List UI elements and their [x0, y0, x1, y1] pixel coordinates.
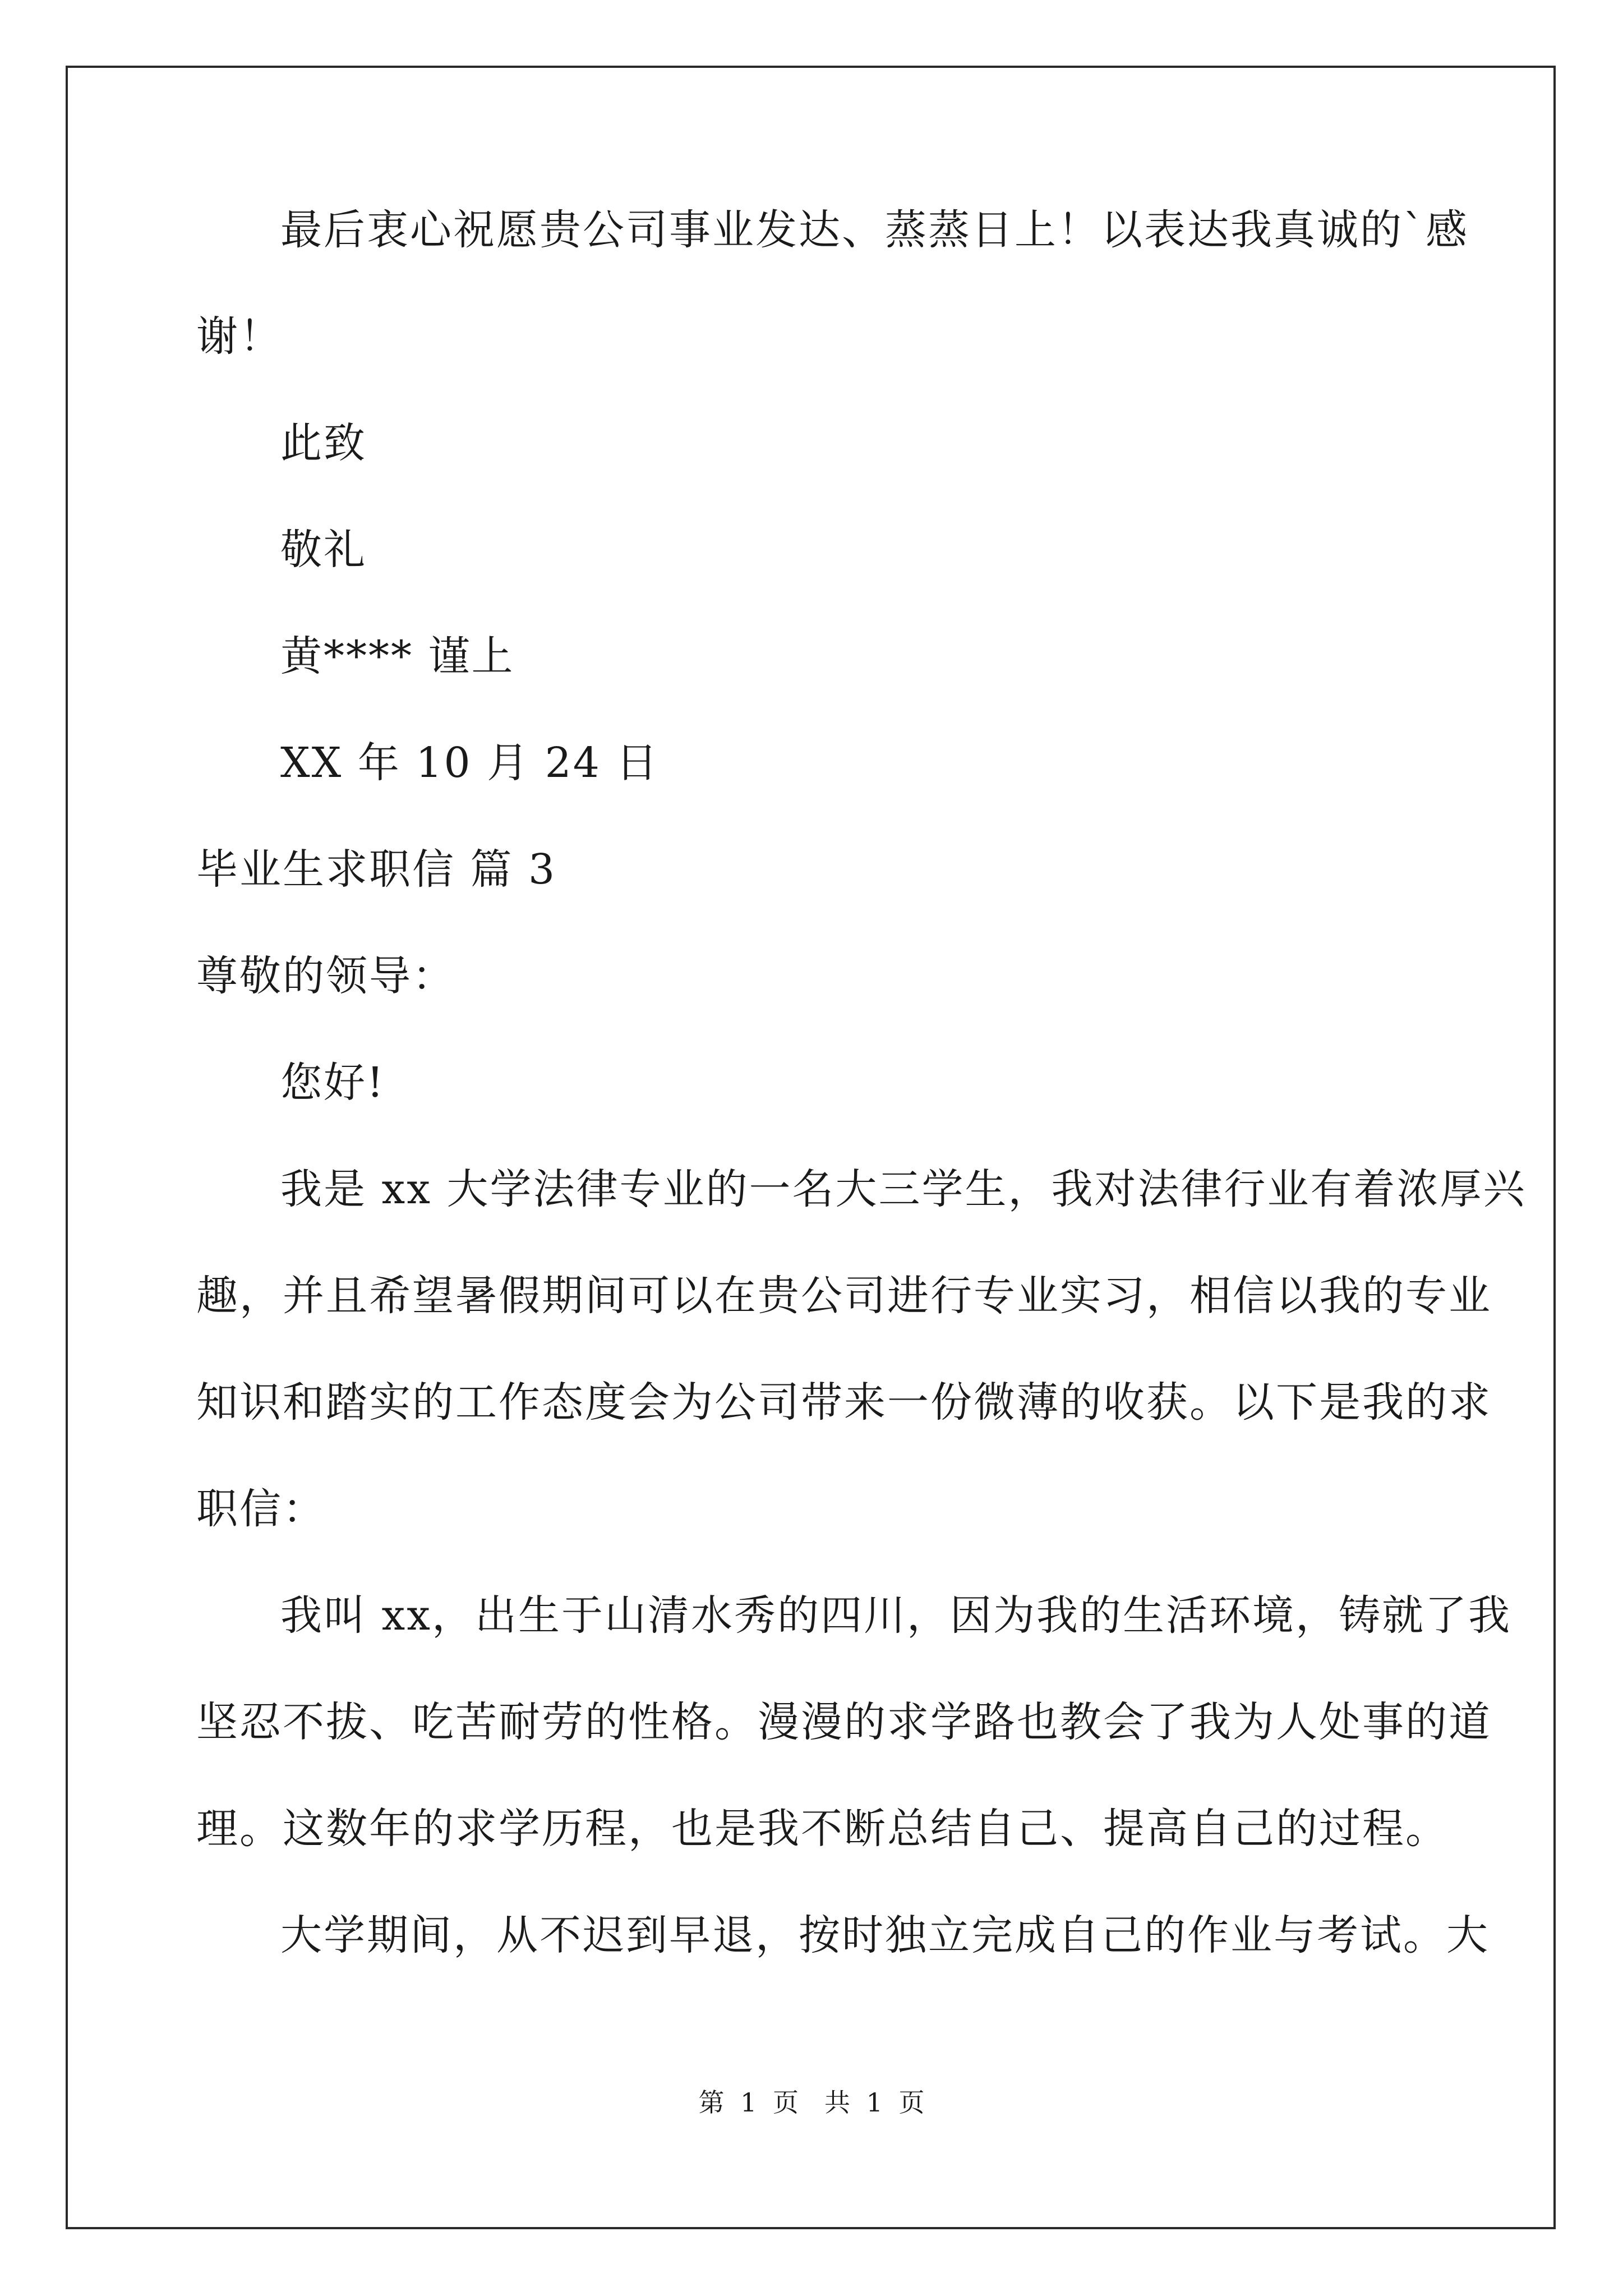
text-line: 最后衷心祝愿贵公司事业发达、蒸蒸日上！以表达我真诚的`感: [280, 206, 1469, 254]
closing-respect: 敬礼: [280, 526, 367, 574]
text-line: 职信：: [196, 1485, 326, 1533]
letter-date: XX 年 10 月 24 日: [280, 739, 660, 787]
text-line: 理。这数年的求学历程，也是我不断总结自己、提高自己的过程。: [196, 1805, 1449, 1853]
page-footer: 第 1 页 共 1 页: [698, 2087, 925, 2118]
text-line: 我是 xx 大学法律专业的一名大三学生，我对法律行业有着浓厚兴: [280, 1165, 1527, 1213]
text-line: 坚忍不拔、吃苦耐劳的性格。漫漫的求学路也教会了我为人处事的道: [196, 1698, 1492, 1746]
text-line: 谢！: [196, 312, 283, 361]
text-line: 我叫 xx，出生于山清水秀的四川，因为我的生活环境，铸就了我: [280, 1591, 1511, 1640]
closing-salutation: 此致: [280, 419, 367, 467]
signature: 黄**** 谨上: [280, 632, 515, 680]
section-heading: 毕业生求职信 篇 3: [196, 845, 557, 894]
greeting-addressee: 尊敬的领导：: [196, 952, 455, 1000]
page-border: [66, 66, 1556, 2229]
greeting: 您好!: [280, 1059, 385, 1107]
text-line: 大学期间，从不迟到早退，按时独立完成自己的作业与考试。大: [280, 1911, 1490, 1959]
text-line: 知识和踏实的工作态度会为公司带来一份微薄的收获。以下是我的求: [196, 1378, 1492, 1427]
text-line: 趣，并且希望暑假期间可以在贵公司进行专业实习，相信以我的专业: [196, 1272, 1492, 1320]
